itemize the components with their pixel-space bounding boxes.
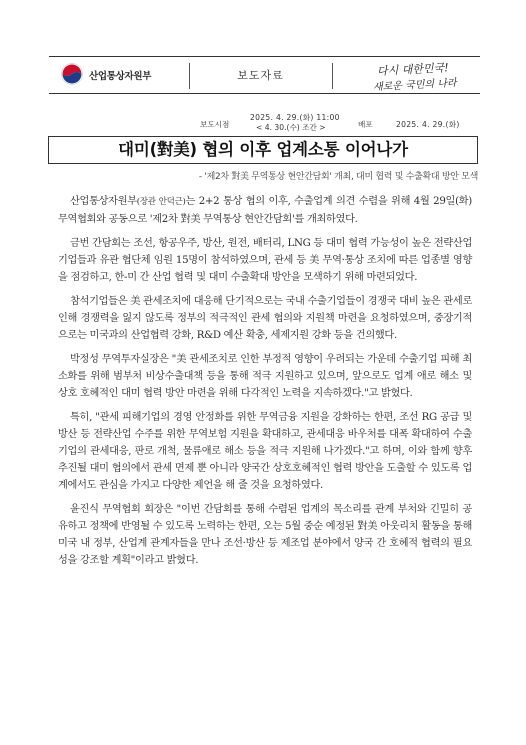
- ministry-name: 산업통상자원부: [89, 71, 152, 82]
- press-release-header: [49, 56, 480, 94]
- release-date: 2025. 4. 29.(화): [396, 120, 460, 129]
- paragraph: 특히, "관세 피해기업의 경영 안정화를 위한 무역금융 지원을 강화하는 한편, 조선 RG 공급 및 방산 등 전략산업 수주를 위한 무역보험 지원을 확대하고, 관세대응 바우처를 대폭 확대하여 수출기업의 관세대응, 판로 개척, 물류애로 해소 등을 적극 지원해 나가겠다."고 하며, 이와 함께 향후 추진될 대미 협의에서 관세 면제 뿐 아니라 양국간 상호호혜적인 협력 방안을 도출할 수 있도록 업계에서도 관심을 가지고 다양한 제언을 해 줄 것을 요청하였다.: [58, 412, 472, 491]
- paragraph: 참석기업들은 美 관세조치에 대응해 단기적으로는 국내 수출기업들이 경쟁국 대비 높은 관세로 인해 경쟁력을 잃지 않도록 정부의 적극적인 관세 협의와 지원책 마련을 요청하였으며, 중장기적으로는 미국과의 산업협력 강화, R&D 예산 확충, 세제지원 강화 등을 건의했다.: [58, 296, 472, 341]
- slogan-calligraphy: [349, 59, 479, 93]
- document-type: 보도자료: [237, 69, 284, 82]
- slogan-line-1: 다시 대한민국!: [376, 61, 449, 78]
- page-subtitle: - '제2차 對美 무역통상 현안간담회' 개최, 대미 협력 및 수출확대 방안 모색: [198, 172, 478, 182]
- ministry-logo-icon: [61, 63, 83, 85]
- slogan-line-2: 새로운 국민의 나라: [372, 77, 457, 93]
- embargo-date: 2025. 4. 29.(화) 11:00: [250, 113, 340, 122]
- article-body: [58, 193, 472, 576]
- title-box: [48, 136, 478, 164]
- paragraph: 산업통상자원부(장관 안덕근)는 2+2 통상 협의 이후, 수출업계 의견 수렴을 위해 4월 29일(화) 무역협회와 공동으로 '제2차 對美 무역통상 현안간담회'를 개최하였다.: [58, 196, 472, 225]
- embargo-label: 보도시점: [200, 120, 230, 129]
- release-label: 배포: [358, 120, 373, 129]
- paragraph: 윤진식 무역협회 회장은 "이번 간담회를 통해 수렴된 업계의 목소리를 관계 부처와 긴밀히 공유하고 정책에 반영될 수 있도록 노력하는 한편, 오는 5월 중순 예정된 對美 아웃리치 활동을 통해 미국 내 정부, 산업계 관계자들을 만나 조선·방산 등 제조업 분야에서 양국 간 호혜적 협력의 필요성을 강조할 계획"이라고 밝혔다.: [58, 504, 472, 566]
- paragraph: 금번 간담회는 조선, 항공우주, 방산, 원전, 배터리, LNG 등 대미 협력 가능성이 높은 전략산업 기업들과 유관 협단체 임원 15명이 참석하였으며, 관세 등 美 무역·통상 조치에 따른 업종별 영향을 점검하고, 한-미 간 산업 협력 및 대미 수출확대 방안을 모색하기 위해 마련되었다.: [58, 238, 472, 283]
- page-title: 대미(對美) 협의 이후 업계소통 이어나가: [118, 140, 408, 159]
- embargo-date-note: < 4. 30.(수) 조간 >: [256, 123, 326, 132]
- paragraph: 박정성 무역투자실장은 "美 관세조치로 인한 부정적 영향이 우려되는 가운데 수출기업 피해 최소화를 위해 범부처 비상수출대책 등을 통해 적극 지원하고 있으며, 앞으로도 업계 애로 해소 및 상호 호혜적인 대미 협력 방안 마련을 위해 다각적인 노력을 지속하겠다."고 밝혔다.: [58, 354, 472, 399]
- header-divider: [332, 63, 333, 89]
